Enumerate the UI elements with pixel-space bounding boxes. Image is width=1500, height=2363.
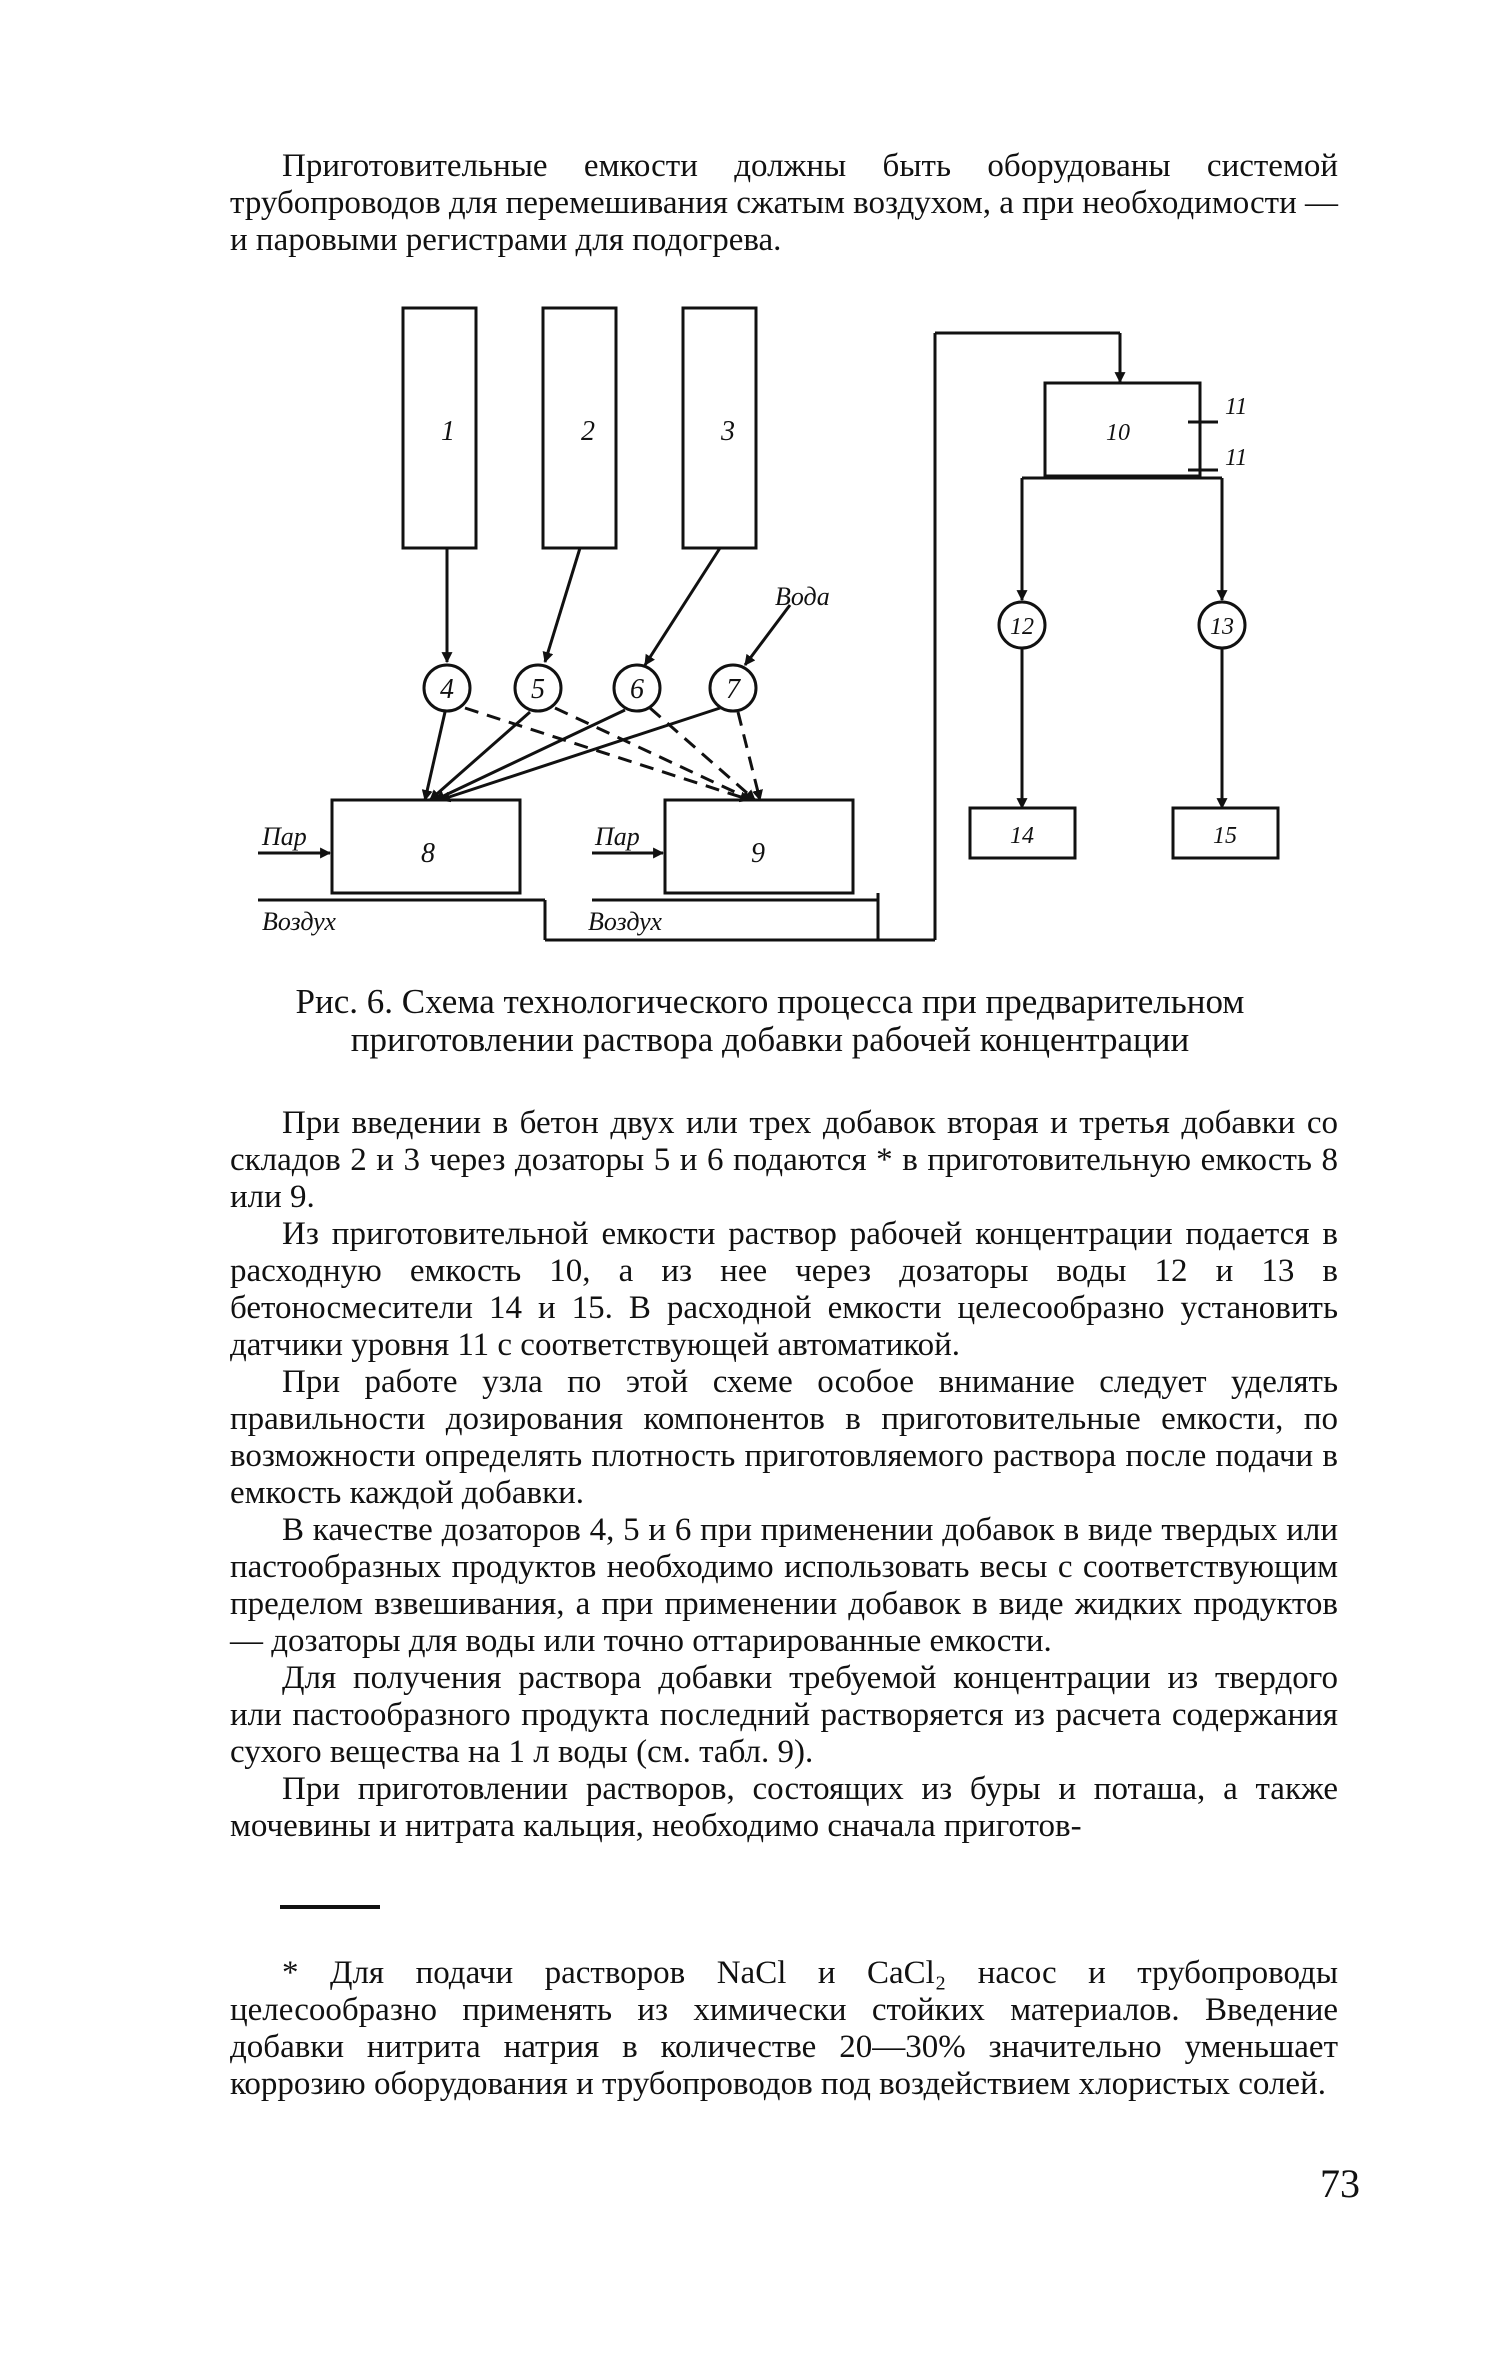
label-water: Вода <box>775 582 830 611</box>
label-tank-9: 9 <box>751 838 765 869</box>
label-air-right: Воздух <box>588 907 662 936</box>
label-circle-7: 7 <box>726 674 740 705</box>
body-paragraph: При введении в бетон двух или трех добавок вторая и третья добавки со складов 2 и 3 через дозаторы 5 и 6 подаются * в приготовительную емкость 8 или 9. <box>230 1105 1338 1215</box>
flow-water-to-7 <box>745 605 790 665</box>
label-mixer-15: 15 <box>1213 823 1237 849</box>
process-flow-diagram <box>0 0 1500 980</box>
label-tank-8: 8 <box>421 838 435 869</box>
body-paragraph: В качестве дозаторов 4, 5 и 6 при применении добавок в виде твердых или пастообразных продуктов необходимо использовать весы с соответствующим пределом взвешивания, а при применении добавок в виде жидких продуктов — дозаторы для воды или точно оттарированные емкости. <box>230 1512 1338 1659</box>
flow-6-to-8 <box>435 710 625 800</box>
body-text <box>230 1105 1338 1845</box>
label-tank-10: 10 <box>1106 420 1130 446</box>
body-paragraph: При работе узла по этой схеме особое внимание следует уделять правильности дозирования компонентов в приготовительные емкости, по возможности определять плотность приготовляемого раствора после подачи в емкость каждой добавки. <box>230 1364 1338 1511</box>
label-air-left: Воздух <box>262 907 336 936</box>
label-circle-4: 4 <box>440 674 454 705</box>
label-steam-right: Пар <box>595 822 640 851</box>
footnote <box>230 1955 1338 2103</box>
figure-caption: Рис. 6. Схема технологического процесса при предварительном приготовлении раствора добавки рабочей концентрации <box>295 982 1245 1059</box>
flow-4-to-8 <box>425 712 445 800</box>
label-mixer-14: 14 <box>1010 823 1034 849</box>
flow-3-to-6 <box>645 548 720 665</box>
label-circle-12: 12 <box>1010 614 1034 640</box>
label-sensor-bottom: 11 <box>1225 445 1248 471</box>
storage-box-1 <box>403 308 476 548</box>
page-number: 73 <box>1320 2161 1360 2206</box>
label-sensor-top: 11 <box>1225 394 1248 420</box>
storage-box-2 <box>543 308 616 548</box>
storage-box-3 <box>683 308 756 548</box>
intro-paragraph: Приготовительные емкости должны быть оборудованы системой трубопроводов для перемешивания сжатым воздухом, а при необходимости — и паровыми регистрами для подогрева. <box>230 148 1338 258</box>
footnote-text: * Для подачи растворов NaCl и CaCl₂ насос и трубопроводы целесообразно применять из химически стойких материалов. Введение добавки нитрита натрия в количестве 20—30% значительно уменьшает коррозию оборудования и трубопроводов под воздействием хлористых солей. <box>230 1955 1338 2102</box>
body-paragraph: При приготовлении растворов, состоящих из буры и поташа, а также мочевины и нитрата кальция, необходимо сначала приготов- <box>230 1771 1338 1844</box>
label-box-1: 1 <box>441 416 455 447</box>
body-paragraph: Из приготовительной емкости раствор рабочей концентрации подается в расходную емкость 10, а из нее через дозаторы воды 12 и 13 в бетоносмесители 14 и 15. В расходной емкости целесообразно установить датчики уровня 11 с соответствующей автоматикой. <box>230 1216 1338 1363</box>
body-paragraph: Для получения раствора добавки требуемой концентрации из твердого или пастообразного продукта последний растворяется из расчета содержания сухого вещества на 1 л воды (см. табл. 9). <box>230 1660 1338 1770</box>
label-circle-6: 6 <box>630 674 644 705</box>
label-box-2: 2 <box>581 416 595 447</box>
flow-2-to-5 <box>545 548 580 662</box>
label-steam-left: Пар <box>262 822 307 851</box>
flow-4-to-9 <box>465 708 750 800</box>
footnote-divider <box>280 1905 380 1909</box>
label-box-3: 3 <box>721 416 735 447</box>
label-circle-5: 5 <box>531 674 545 705</box>
label-circle-13: 13 <box>1210 614 1234 640</box>
